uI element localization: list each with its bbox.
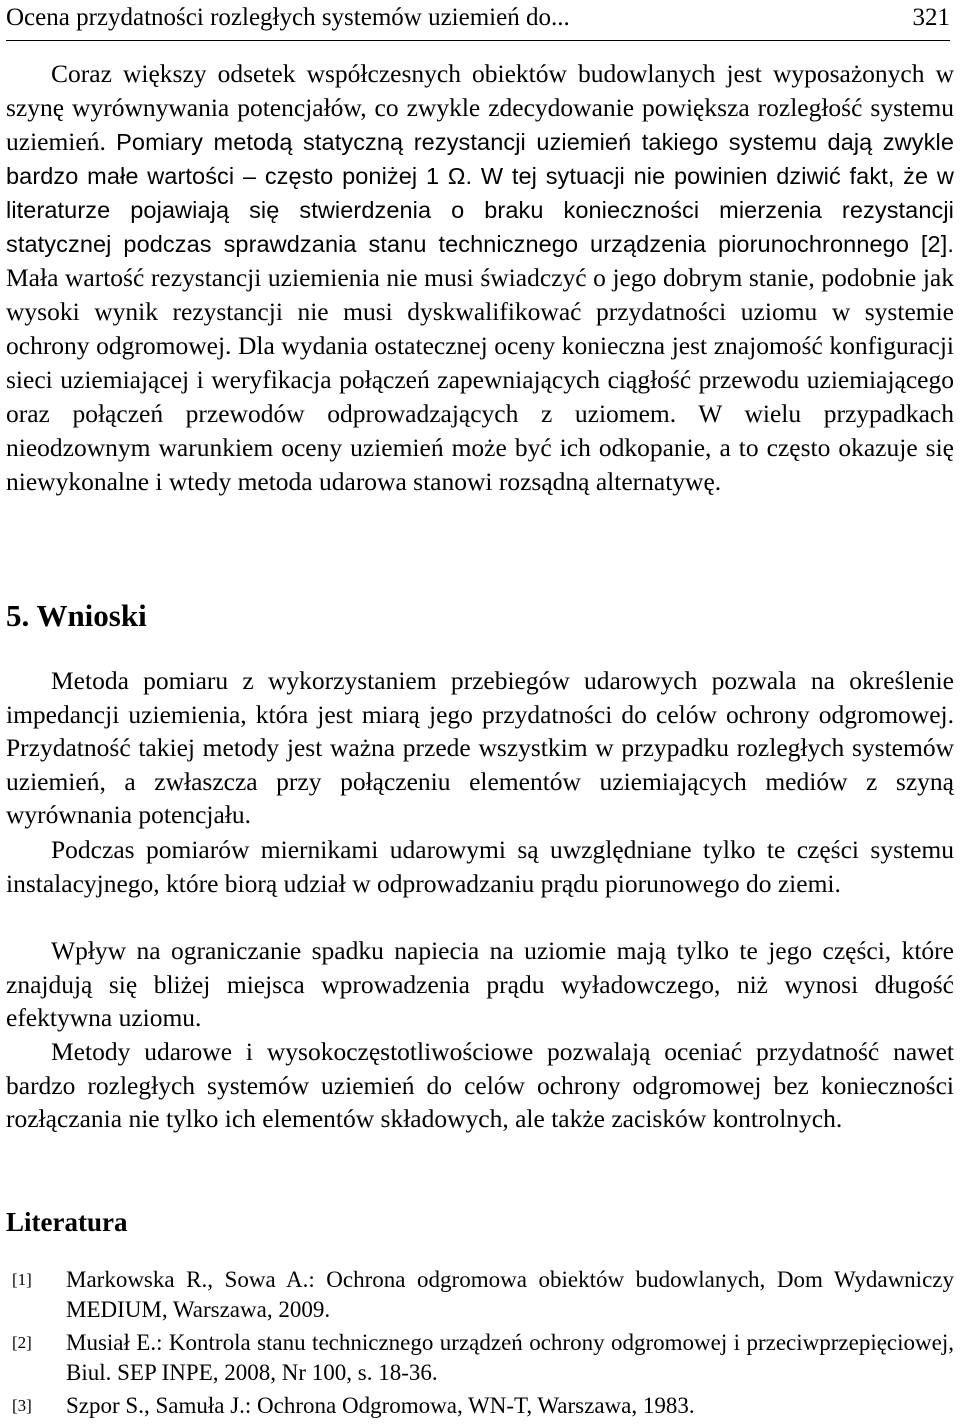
reference-item [6,1391,954,1421]
running-header [6,0,950,41]
paragraph-text-serif: Coraz większy odsetek współczesnych obiektów budowlanych jest wyposażonych w szynę wyrównywania potencjałów, co zwykle zdecydowanie powiększa rozległość systemu uziemień. [6,59,954,156]
paragraph-text-sans: Pomiary metodą statyczną rezystancji uziemień takiego systemu dają zwykle bardzo małe wartości – często poniżej 1 Ω. W tej sytuacji nie powinien dziwić fakt, że w literaturze pojawiają się stwierdzenia o braku konieczności mierzenia rezystancji statycznej podczas sprawdzania stanu technicznego urządzenia piorunochronnego [2]. [6,129,954,257]
page-number: 321 [912,4,950,31]
conclusion-paragraph-3: Wpływ na ograniczanie spadku napiecia na uziomie mają tylko te jego części, które znajdują się bliżej miejsca wprowadzenia prądu wyładowczego, niż wynosi długość efektywna uziomu. [6,936,954,1032]
section-heading: 5. Wnioski [6,598,147,633]
reference-number: [1] [12,1270,32,1289]
conclusion-paragraph-4: Metody udarowe i wysokoczęstotliwościowe pozwalają oceniać przydatność nawet bardzo rozległych systemów uziemień do celów ochrony odgromowej bez konieczności rozłączania nie tylko ich elementów składowych, ale także zacisków kontrolnych. [6,1037,954,1133]
conclusion-paragraph-2: Podczas pomiarów miernikami udarowymi są uwzględniane tylko te części systemu instalacyjnego, które biorą udział w odprowadzaniu prądu piorunowego do ziemi. [6,835,954,898]
paragraph-text-serif: Mała wartość rezystancji uziemienia nie musi świadczyć o jego dobrym stanie, podobnie jak wysoki wynik rezystancji nie musi dyskwalifikować przydatności uziomu w systemie ochrony odgromowej. Dla wydania ostatecznej oceny konieczna jest znajomość konfiguracji sieci uziemiającej i weryfikacja połączeń zapewniających ciągłość przewodu uziemiającego oraz połączeń przewodów odprowadzających z uziomem. W wielu przypadkach nieodzownym warunkiem oceny uziemień może być ich odkopanie, a to często okazuje się niewykonalne i wtedy metoda udarowa stanowi rozsądną alternatywę. [6,263,954,496]
body-paragraph [6,57,954,499]
running-title: Ocena przydatności rozległych systemów uziemień do... [6,4,570,31]
references-heading: Literatura [6,1207,128,1237]
reference-text: Musiał E.: Kontrola stanu technicznego urządzeń ochrony odgromowej i przeciwprzepięciowej, Biul. SEP INPE, 2008, Nr 100, s. 18-36. [66,1330,954,1385]
reference-list [6,1265,954,1424]
reference-item [6,1328,954,1388]
reference-number: [2] [12,1333,32,1352]
reference-text: Szpor S., Samuła J.: Ochrona Odgromowa, WN-T, Warszawa, 1983. [66,1393,695,1418]
reference-item [6,1265,954,1325]
reference-text: Markowska R., Sowa A.: Ochrona odgromowa obiektów budowlanych, Dom Wydawniczy MEDIUM, Warszawa, 2009. [66,1267,954,1322]
conclusion-paragraph-1: Metoda pomiaru z wykorzystaniem przebiegów udarowych pozwala na określenie impedancji uziemienia, która jest miarą jego przydatności do celów ochrony odgromowej. Przydatność takiej metody jest ważna przede wszystkim w przypadku rozległych systemów uziemień, a zwłaszcza przy połączeniu elementów uziemiających mediów z szyną wyrównania potencjału. [6,666,954,829]
reference-number: [3] [12,1396,32,1415]
